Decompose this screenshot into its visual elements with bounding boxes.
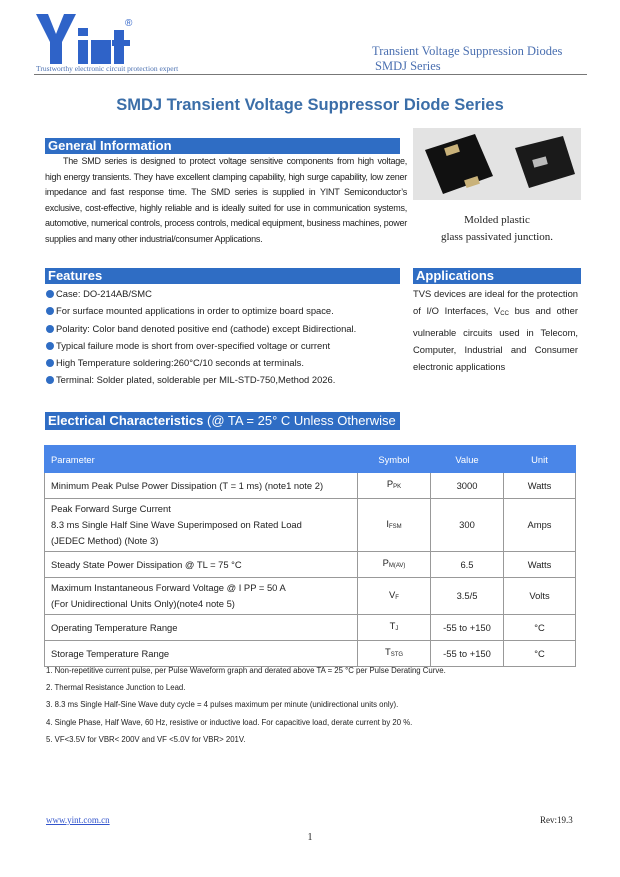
applications-heading: Applications bbox=[413, 268, 581, 284]
bullet-icon bbox=[46, 359, 54, 367]
param-cell bbox=[45, 615, 358, 641]
param-line: (For Unidirectional Units Only)(note4 note 5) bbox=[51, 598, 235, 609]
symbol-sub: PK bbox=[393, 484, 402, 490]
symbol: T bbox=[389, 620, 396, 631]
symbol-cell bbox=[358, 499, 431, 552]
app-text-b: bus and other vulnerable circuits used in Telecom, Computer, Industrial and Consumer electronic applications bbox=[413, 305, 578, 373]
value-cell: 300 bbox=[431, 499, 504, 552]
symbol: P bbox=[382, 557, 389, 568]
symbol: T bbox=[384, 646, 391, 657]
unit-cell: Watts bbox=[504, 552, 576, 578]
caption-line1: Molded plastic bbox=[464, 214, 530, 226]
electrical-condition: (@ TA = 25° C Unless Otherwise Noted) bbox=[48, 413, 396, 446]
symbol-sub: F bbox=[395, 594, 399, 601]
symbol-sub: STG bbox=[390, 652, 404, 658]
note: 4. Single Phase, Half Wave, 60 Hz, resistive or inductive load. For capacitive load, derate current by 20 %. bbox=[46, 717, 413, 727]
param-cell bbox=[45, 473, 358, 499]
revision: Rev:19.3 bbox=[540, 815, 573, 825]
bullet-icon bbox=[46, 325, 54, 333]
features-list bbox=[46, 285, 406, 389]
tagline: Trustworthy electronic circuit protection expert bbox=[36, 64, 179, 73]
table-header bbox=[45, 446, 576, 473]
symbol-sub: J bbox=[395, 626, 399, 632]
symbol-cell bbox=[358, 615, 431, 641]
param-line: 8.3 ms Single Half Sine Wave Superimposed on Rated Load bbox=[51, 519, 302, 530]
param-cell bbox=[45, 499, 358, 552]
table-row bbox=[45, 473, 576, 499]
col-symbol: Symbol bbox=[358, 446, 431, 473]
electrical-table bbox=[44, 445, 576, 667]
note: 3. 8.3 ms Single Half-Sine Wave duty cycle = 4 pulses maximum per minute (unidirectional units only). bbox=[46, 700, 399, 710]
website-link[interactable]: www.yint.com.cn bbox=[46, 815, 110, 825]
param-line: Minimum Peak Pulse Power Dissipation (T = 1 ms) (note1 note 2) bbox=[51, 479, 324, 491]
header-series bbox=[372, 44, 562, 74]
header-line1: Transient Voltage Suppression Diodes bbox=[372, 44, 563, 58]
header-divider bbox=[34, 74, 587, 75]
electrical-title: Electrical Characteristics bbox=[48, 413, 204, 428]
param-line: Maximum Instantaneous Forward Voltage @ I PP = 50 A bbox=[51, 582, 286, 593]
param-cell bbox=[45, 578, 358, 615]
feature-item bbox=[46, 285, 406, 302]
page-number: 1 bbox=[307, 832, 313, 843]
unit-cell: °C bbox=[504, 641, 576, 667]
unit-cell: °C bbox=[504, 615, 576, 641]
notes bbox=[46, 662, 446, 748]
feature-item bbox=[46, 354, 406, 371]
feature-text: Terminal: Solder plated, solderable per MIL-STD-750,Method 2026. bbox=[56, 374, 336, 386]
col-unit: Unit bbox=[504, 446, 576, 473]
caption-line2: glass passivated junction. bbox=[440, 231, 554, 243]
symbol-cell bbox=[358, 473, 431, 499]
electrical-heading bbox=[45, 412, 400, 446]
note: 5. VF<3.5V for VBR< 200V and VF <5.0V for VBR> 201V. bbox=[46, 734, 246, 744]
note: 2. Thermal Resistance Junction to Lead. bbox=[46, 683, 186, 693]
feature-text: For surface mounted applications in order to optimize board space. bbox=[56, 305, 334, 317]
feature-item bbox=[46, 320, 406, 337]
value-cell: -55 to +150 bbox=[431, 615, 504, 641]
bullet-icon bbox=[46, 342, 54, 350]
general-body: The SMD series is designed to protect voltage sensitive components from high voltage, high energy transients. They have excellent clamping capability, high surge capability, low zener impedance and fast response time. The SMD series is supplied in YINT Semiconductor’s exclusive, cost-effective, highly reliable and is ideally suited for use in communication systems, automotive, numerical controls, process controls, medical equipment, business machines, power supplies and many other industrial/consumer Applications. bbox=[45, 156, 407, 244]
note: 1. Non-repetitive current pulse, per Pulse Waveform graph and derated above TA = 25 °C per Pulse Derating Curve. bbox=[46, 666, 446, 675]
value-cell: 3000 bbox=[431, 473, 504, 499]
param-line: Steady State Power Dissipation @ TL = 75 °C bbox=[51, 558, 242, 570]
feature-text: Typical failure mode is short from over-specified voltage or current bbox=[56, 339, 331, 351]
param-line: (JEDEC Method) (Note 3) bbox=[51, 535, 159, 546]
symbol: V bbox=[389, 588, 396, 600]
table-row bbox=[45, 552, 576, 578]
general-heading: General Information bbox=[45, 138, 400, 154]
svg-text:®: ® bbox=[125, 18, 133, 29]
unit-cell: Amps bbox=[504, 499, 576, 552]
col-value: Value bbox=[431, 446, 504, 473]
value-cell: -55 to +150 bbox=[431, 641, 504, 667]
photo-caption bbox=[413, 212, 581, 246]
symbol-sub: M(AV) bbox=[388, 563, 406, 569]
unit-cell: Volts bbox=[504, 578, 576, 615]
feature-text: Case: DO-214AB/SMC bbox=[56, 288, 152, 299]
symbol: P bbox=[386, 478, 394, 489]
table-row bbox=[45, 578, 576, 615]
app-text-a: TVS devices are ideal for the protection of I/O Interfaces, V bbox=[413, 288, 578, 317]
feature-text: Polarity: Color band denoted positive end (cathode) except Bidirectional. bbox=[56, 322, 357, 334]
feature-item bbox=[46, 371, 406, 388]
header-line2: SMDJ Series bbox=[375, 59, 441, 73]
col-parameter: Parameter bbox=[45, 446, 358, 473]
param-line: Peak Forward Surge Current bbox=[51, 503, 171, 514]
table-row bbox=[45, 499, 576, 552]
value-cell: 6.5 bbox=[431, 552, 504, 578]
feature-text: High Temperature soldering:260°C/10 seconds at terminals. bbox=[56, 357, 304, 369]
param-line: Storage Temperature Range bbox=[51, 647, 170, 659]
value-cell: 3.5/5 bbox=[431, 578, 504, 615]
symbol: I bbox=[386, 517, 389, 529]
bullet-icon bbox=[46, 307, 54, 315]
symbol-cell bbox=[358, 552, 431, 578]
symbol-cell bbox=[358, 578, 431, 615]
general-text bbox=[45, 154, 407, 247]
param-line: Operating Temperature Range bbox=[51, 621, 178, 633]
product-photo bbox=[413, 128, 581, 200]
unit-cell: Watts bbox=[504, 473, 576, 499]
applications-text bbox=[413, 285, 578, 375]
bullet-icon bbox=[46, 290, 54, 298]
features-heading: Features bbox=[45, 268, 400, 284]
page-title: SMDJ Transient Voltage Suppressor Diode Series bbox=[116, 96, 504, 114]
param-cell bbox=[45, 552, 358, 578]
feature-item bbox=[46, 337, 406, 354]
app-text-sub: CC bbox=[500, 311, 509, 318]
bullet-icon bbox=[46, 376, 54, 384]
symbol-sub: FSM bbox=[388, 523, 402, 530]
feature-item bbox=[46, 302, 406, 319]
yint-logo bbox=[36, 14, 136, 64]
table-row bbox=[45, 615, 576, 641]
